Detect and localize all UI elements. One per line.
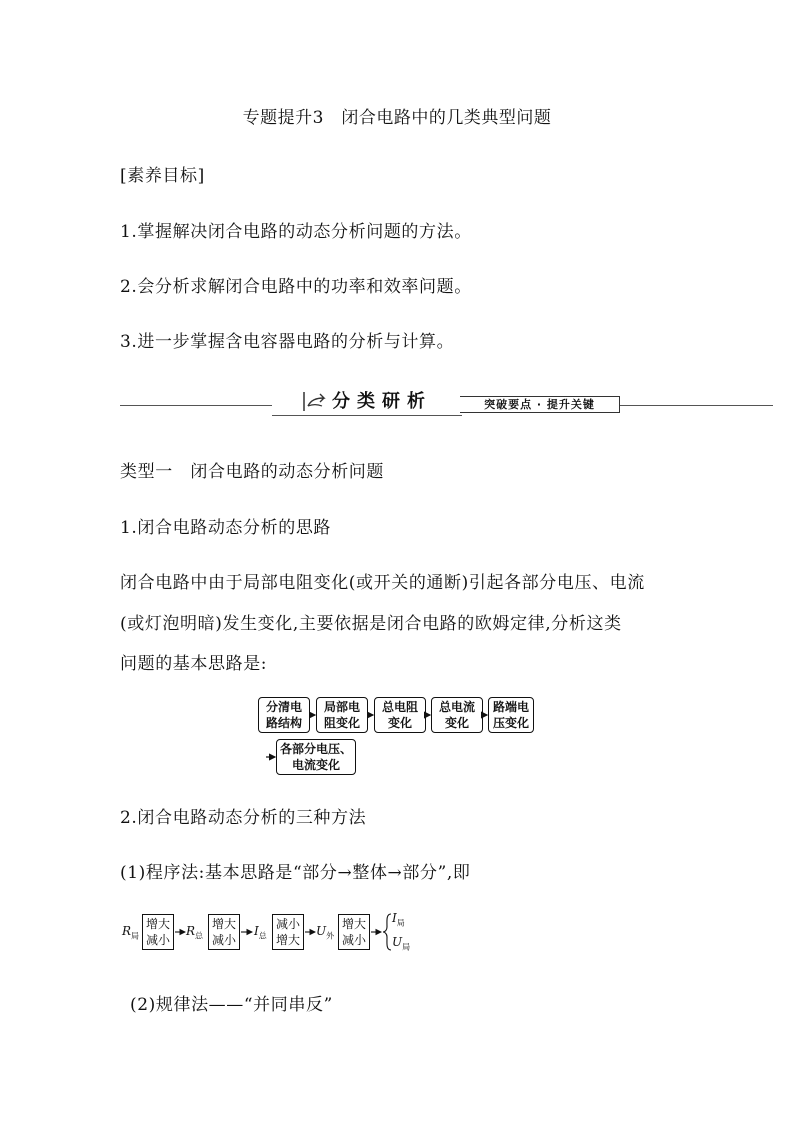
objective-item: 1.掌握解决闭合电路的动态分析问题的方法。: [120, 222, 472, 242]
flow-box: 各部分电压、 电流变化: [276, 739, 356, 775]
change-box: 增大 减小: [208, 914, 240, 950]
banner-tag: 突破要点 · 提升关键: [460, 396, 620, 413]
method-line: (2)规律法——“并同串反”: [130, 995, 333, 1015]
var-i-local: $I_局$: [392, 911, 405, 928]
change-box: 增大 减小: [142, 914, 174, 950]
objective-item: 3.进一步掌握含电容器电路的分析与计算。: [120, 332, 455, 352]
flow-box: 总电阻 变化: [374, 697, 426, 733]
flow-box: 总电流 变化: [431, 697, 483, 733]
paragraph-line: 闭合电路中由于局部电阻变化(或开关的通断)引起各部分电压、电流: [120, 573, 645, 593]
objectives-heading: [素养目标]: [120, 166, 205, 186]
banner-text: 分类研析: [332, 391, 432, 412]
var-u-out: $U_外$: [316, 924, 335, 941]
objective-item: 2.会分析求解闭合电路中的功率和效率问题。: [120, 277, 472, 297]
flow-box: 路端电 压变化: [488, 697, 534, 733]
flow-box: 分清电 路结构: [258, 697, 310, 733]
var-r-total: $R_总$: [186, 924, 204, 941]
change-box: 增大 减小: [338, 914, 370, 950]
var-r-local: $R_局$: [122, 924, 140, 941]
var-u-local: $U_局$: [392, 935, 411, 952]
flow-box: 局部电 阻变化: [316, 697, 368, 733]
var-i-total: $I_总$: [254, 924, 267, 941]
change-box: 减小 增大: [272, 914, 304, 950]
subsection-heading: 1.闭合电路动态分析的思路: [120, 518, 332, 538]
page-title: 专题提升3 闭合电路中的几类典型问题: [242, 108, 552, 128]
paragraph-line: 问题的基本思路是:: [120, 654, 268, 674]
subsection-heading: 2.闭合电路动态分析的三种方法: [120, 808, 367, 828]
paragraph-line: (或灯泡明暗)发生变化,主要依据是闭合电路的欧姆定律,分析这类: [120, 614, 622, 634]
method-line: (1)程序法:基本思路是“部分→整体→部分”,即: [120, 863, 471, 883]
section-heading: 类型一 闭合电路的动态分析问题: [120, 462, 384, 482]
